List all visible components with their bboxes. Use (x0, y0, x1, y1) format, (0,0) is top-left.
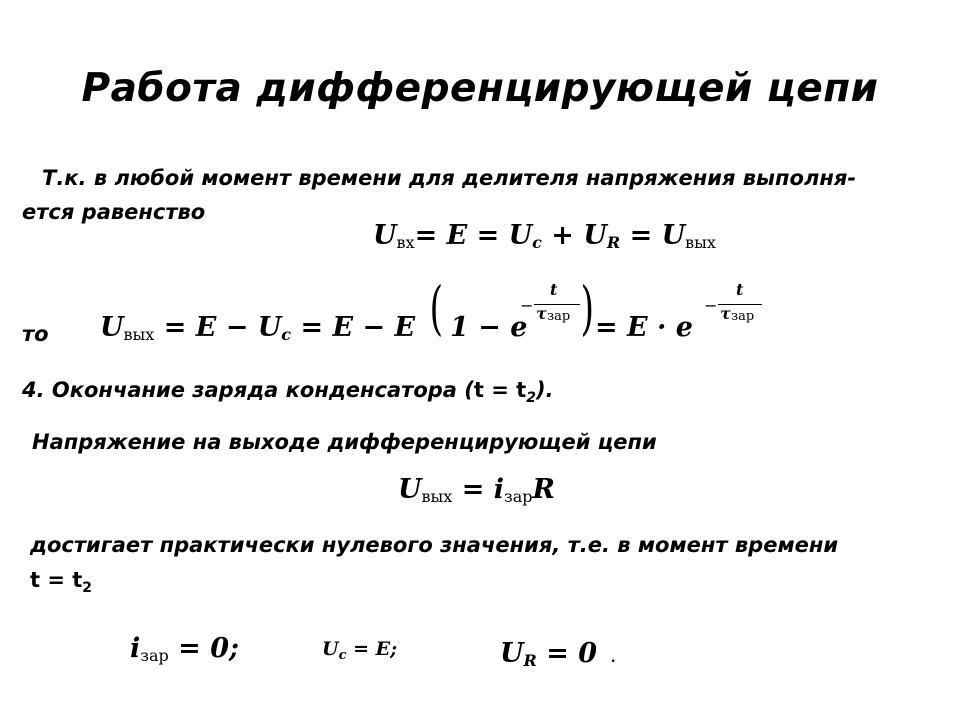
time-condition: $t = t_2$ (30, 568, 93, 596)
period: . (610, 643, 617, 667)
equation-capacitor-voltage: $U_c = E$; (322, 638, 398, 663)
paragraph-line: Т.к. в любой момент времени для делителя напряжения выполня- (42, 166, 857, 190)
paragraph-line: достигает практически нулевого значения, т.е. в момент времени (30, 533, 839, 557)
right-paren: ) (580, 274, 595, 342)
equation-output-voltage: Uвых = E − Uc = E − E ( 1 − e − t τ зар ) = E · e − t τ зар (100, 280, 780, 360)
paragraph-line: Напряжение на выходе дифференцирующей цепи (32, 430, 657, 454)
exponent-fraction: − t τ зар (518, 282, 580, 332)
section-heading-item4: 4. Окончание заряда конденсатора $(t = t_2)$. (22, 378, 554, 406)
equation-resistor-voltage: UR = 0 (500, 638, 598, 670)
word-then: то (22, 322, 49, 346)
paragraph-line: ется равенство (22, 200, 206, 224)
page-title: Работа дифференцирующей цепи (81, 66, 879, 111)
equation-input-voltage: Uвх= E = Uc + UR = Uвых (373, 220, 716, 252)
equation-output-current: Uвых = iзарR (398, 474, 555, 506)
left-paren: ( (429, 274, 444, 342)
exponent-fraction: − t τ зар (702, 282, 766, 332)
equation-current-zero: iзар = 0; (130, 633, 239, 665)
